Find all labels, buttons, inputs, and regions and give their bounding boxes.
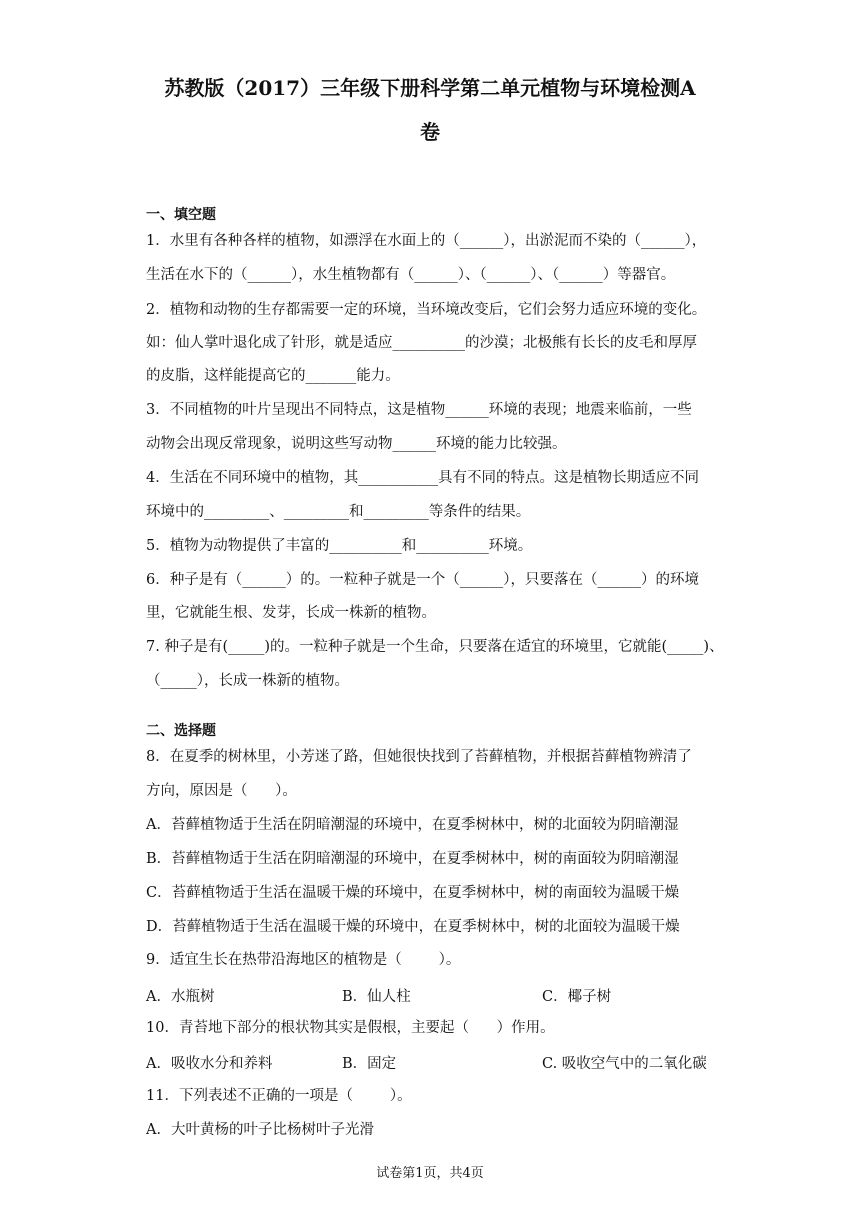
question-9-option-c: C．椰子树 bbox=[542, 989, 612, 1005]
question-line: 7. 种子是有(_____)的。一粒种子就是一个生命，只要落在适宜的环境里，它就能(_____)、 bbox=[146, 639, 724, 655]
question-line: 环境中的_________、_________和_________等条件的结果。 bbox=[146, 504, 531, 520]
question-line: 1．水里有各种各样的植物，如漂浮在水面上的（______），出淤泥而不染的（______）， bbox=[146, 233, 707, 249]
question-8-option-d: D．苔藓植物适于生活在温暖干燥的环境中，在夏季树林中，树的北面较为温暖干燥 bbox=[146, 919, 680, 935]
question-11-option-a: A．大叶黄杨的叶子比杨树叶子光滑 bbox=[146, 1122, 374, 1138]
question-10-stem: 10．青苔地下部分的根状物其实是假根，主要起（ ）作用。 bbox=[146, 1020, 555, 1036]
question-11-stem: 11．下列表述不正确的一项是（ ）。 bbox=[146, 1088, 412, 1104]
section-heading-fill-in: 一、填空题 bbox=[146, 207, 216, 223]
question-10-option-b: B．固定 bbox=[342, 1056, 397, 1072]
question-10-option-a: A．吸收水分和养料 bbox=[146, 1056, 273, 1072]
question-9-stem: 9．适宜生长在热带沿海地区的植物是（ ）。 bbox=[146, 952, 461, 968]
question-9-option-b: B．仙人柱 bbox=[342, 989, 411, 1005]
question-line: 6．种子是有（______）的。一粒种子就是一个（______），只要落在（______）的环境 bbox=[146, 572, 699, 588]
question-line: 的皮脂，这样能提高它的_______能力。 bbox=[146, 368, 400, 384]
question-10-options bbox=[146, 1052, 746, 1072]
question-line: 动物会出现反常现象，说明这些写动物______环境的能力比较强。 bbox=[146, 436, 567, 452]
page-footer: 试卷第1页，共4页 bbox=[376, 1166, 484, 1181]
question-line: 如：仙人掌叶退化成了针形，就是适应__________的沙漠；北极熊有长长的皮毛和厚厚 bbox=[146, 335, 697, 351]
document-title-line-1: 苏教版（2017）三年级下册科学第二单元植物与环境检测A bbox=[164, 76, 696, 100]
question-8-stem: 8．在夏季的树林里，小芳迷了路，但她很快找到了苔藓植物，并根据苔藓植物辨清了 bbox=[146, 749, 692, 765]
question-9-options bbox=[146, 985, 746, 1005]
question-9-option-a: A．水瓶树 bbox=[146, 989, 215, 1005]
document-title-line-2: 卷 bbox=[420, 120, 440, 144]
section-heading-multiple-choice: 二、选择题 bbox=[146, 723, 216, 739]
question-8-option-c: C．苔藓植物适于生活在温暖干燥的环境中，在夏季树林中，树的南面较为温暖干燥 bbox=[146, 885, 680, 901]
question-line: 里，它就能生根、发芽，长成一株新的植物。 bbox=[146, 605, 436, 621]
question-8-stem: 方向，原因是（ ）。 bbox=[146, 783, 297, 799]
question-10-option-c: C. 吸收空气中的二氧化碳 bbox=[542, 1056, 707, 1072]
question-line: 生活在水下的（______），水生植物都有（______）、（______）、（______）等器官。 bbox=[146, 267, 676, 283]
question-line: 5．植物为动物提供了丰富的__________和__________环境。 bbox=[146, 538, 533, 554]
question-line: 4．生活在不同环境中的植物，其___________具有不同的特点。这是植物长期适应不同 bbox=[146, 470, 699, 486]
question-line: 2．植物和动物的生存都需要一定的环境，当环境改变后，它们会努力适应环境的变化。 bbox=[146, 302, 707, 318]
question-8-option-b: B．苔藓植物适于生活在阴暗潮湿的环境中，在夏季树林中，树的南面较为阴暗潮湿 bbox=[146, 851, 679, 867]
question-8-option-a: A．苔藓植物适于生活在阴暗潮湿的环境中，在夏季树林中，树的北面较为阴暗潮湿 bbox=[146, 817, 679, 833]
question-line: （_____），长成一株新的植物。 bbox=[146, 673, 349, 689]
question-line: 3．不同植物的叶片呈现出不同特点，这是植物______环境的表现；地震来临前，一些 bbox=[146, 402, 692, 418]
